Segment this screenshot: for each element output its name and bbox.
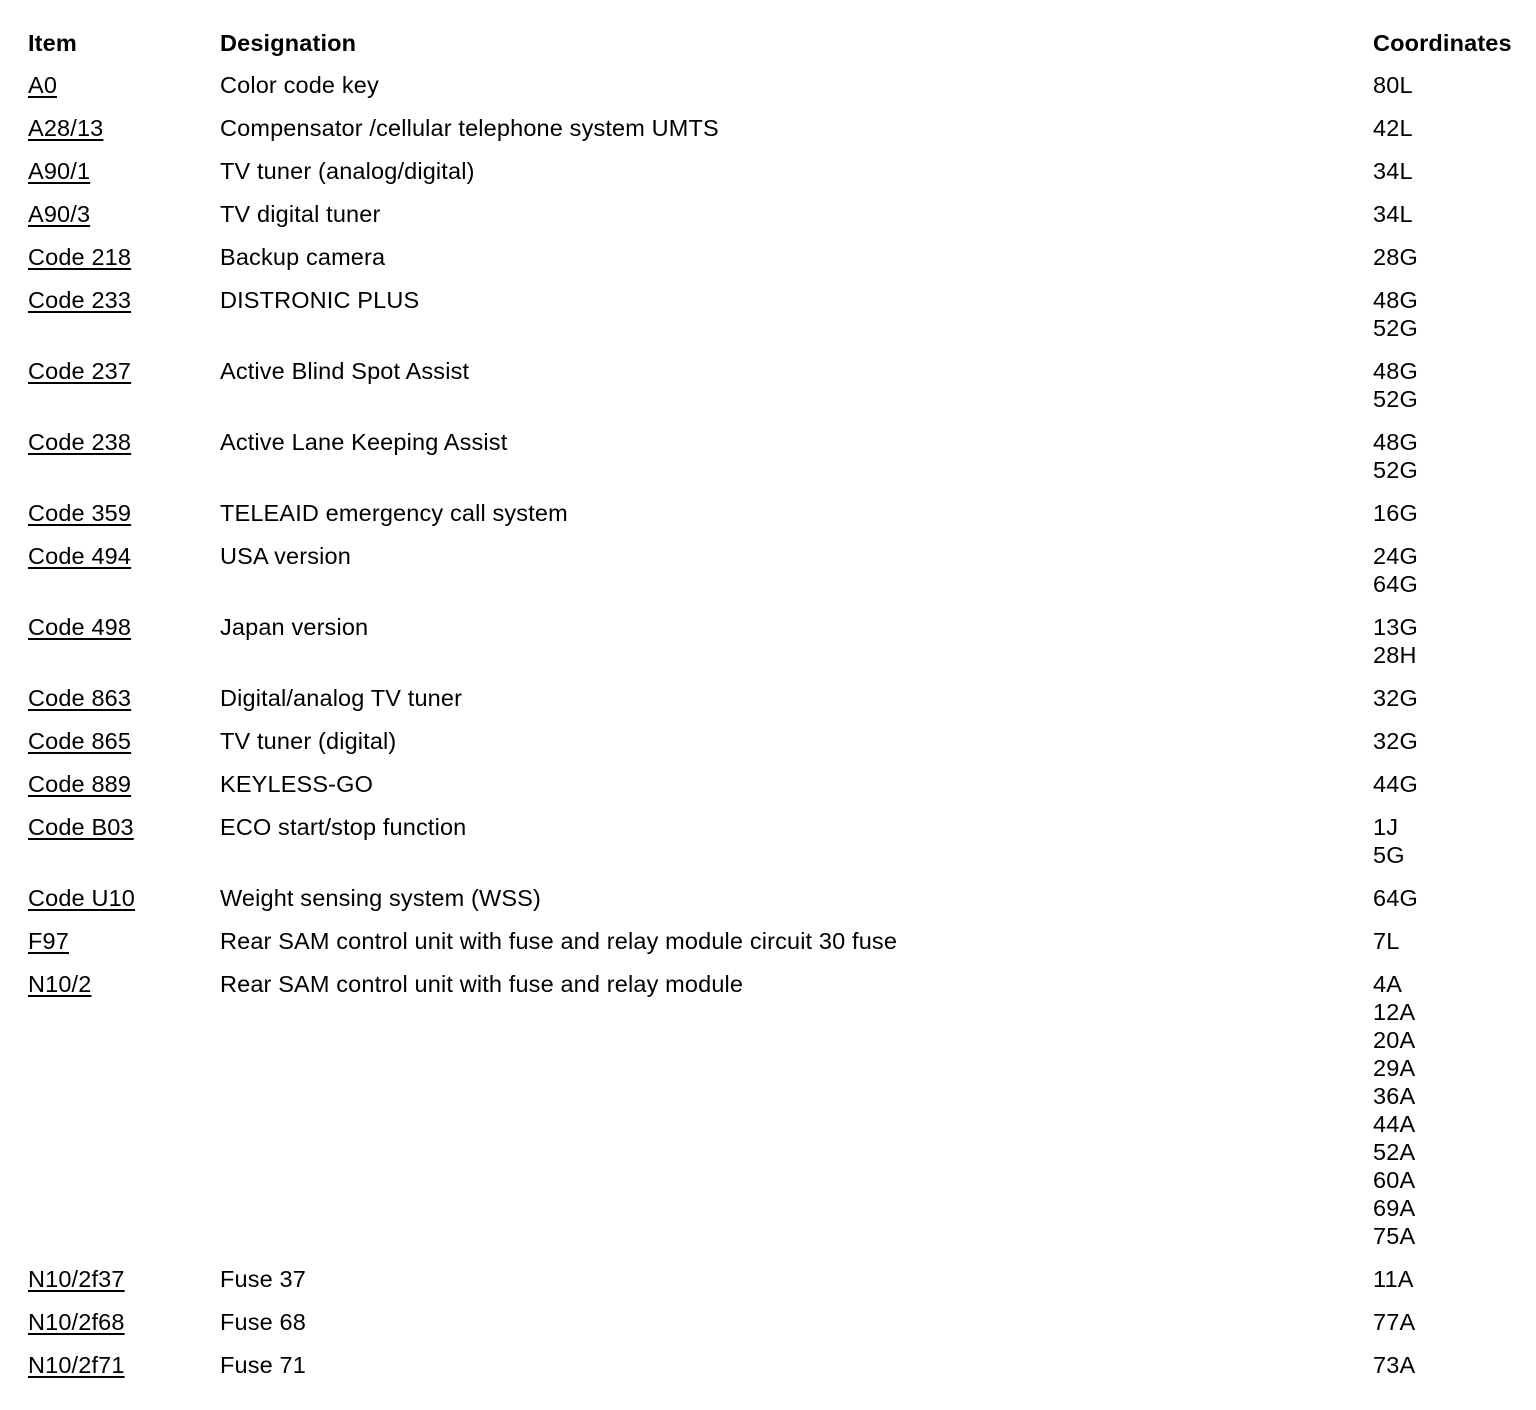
item-cell — [28, 428, 220, 484]
coordinate-value: 73A — [1373, 1351, 1416, 1378]
item-cell — [28, 970, 220, 1250]
designation-cell: Fuse 37 — [220, 1265, 306, 1292]
coordinates-cell — [1373, 357, 1536, 413]
coordinate-value: 75A — [1373, 1222, 1416, 1249]
coordinates-cell — [1373, 927, 1536, 955]
item-cell — [28, 114, 220, 142]
coordinates-cell — [1373, 286, 1536, 342]
item-cell — [28, 727, 220, 755]
table-row — [28, 106, 1536, 149]
table-row — [28, 349, 1536, 420]
designation-cell: USA version — [220, 542, 351, 569]
item-link[interactable]: N10/2f68 — [28, 1308, 125, 1335]
coordinate-value: 52G — [1373, 456, 1418, 483]
coordinate-value: 5G — [1373, 841, 1405, 868]
coordinates-cell — [1373, 200, 1536, 228]
coordinate-value: 52A — [1373, 1138, 1416, 1165]
item-link[interactable]: Code 889 — [28, 770, 132, 797]
designation-cell: Japan version — [220, 613, 369, 640]
coordinate-value: 48G — [1373, 357, 1418, 384]
table-row — [28, 278, 1536, 349]
designation-cell: Fuse 71 — [220, 1351, 306, 1378]
item-link[interactable]: Code 498 — [28, 613, 132, 640]
table-row — [28, 1257, 1536, 1300]
coordinate-value: 13G — [1373, 613, 1418, 640]
coordinates-cell — [1373, 1351, 1536, 1379]
designation-cell: TV digital tuner — [220, 200, 381, 227]
designation-cell: TV tuner (digital) — [220, 727, 397, 754]
coordinate-value: 48G — [1373, 428, 1418, 455]
coordinate-value: 24G — [1373, 542, 1418, 569]
item-cell — [28, 200, 220, 228]
designation-cell: Backup camera — [220, 243, 386, 270]
item-cell — [28, 927, 220, 955]
header-item: Item — [28, 30, 77, 56]
table-row — [28, 605, 1536, 676]
coordinates-cell — [1373, 813, 1536, 869]
coordinate-value: 1J — [1373, 813, 1399, 840]
item-link[interactable]: Code B03 — [28, 813, 134, 840]
table-header — [28, 24, 1536, 63]
item-link[interactable]: Code U10 — [28, 884, 136, 911]
coordinate-value: 36A — [1373, 1082, 1416, 1109]
designation-cell: Active Lane Keeping Assist — [220, 428, 508, 455]
coordinate-value: 44A — [1373, 1110, 1416, 1137]
item-cell — [28, 71, 220, 99]
coordinate-value: 32G — [1373, 727, 1418, 754]
designation-cell: Compensator /cellular telephone system UMTS — [220, 114, 719, 141]
item-link[interactable]: A90/1 — [28, 157, 91, 184]
table-row — [28, 676, 1536, 719]
designation-cell: Digital/analog TV tuner — [220, 684, 463, 711]
item-link[interactable]: A0 — [28, 71, 58, 98]
coordinate-value: 52G — [1373, 314, 1418, 341]
item-link[interactable]: N10/2 — [28, 970, 92, 997]
item-link[interactable]: Code 863 — [28, 684, 132, 711]
table-row — [28, 1300, 1536, 1343]
coordinate-value: 7L — [1373, 927, 1400, 954]
item-cell — [28, 542, 220, 598]
coordinate-value: 12A — [1373, 998, 1416, 1025]
coordinate-value: 28G — [1373, 243, 1418, 270]
table-row — [28, 962, 1536, 1257]
designation-cell: Color code key — [220, 71, 379, 98]
header-designation: Designation — [220, 30, 357, 56]
coordinates-cell — [1373, 727, 1536, 755]
item-link[interactable]: Code 237 — [28, 357, 132, 384]
item-cell — [28, 813, 220, 869]
coordinates-cell — [1373, 542, 1536, 598]
designation-cell: KEYLESS-GO — [220, 770, 373, 797]
coordinates-cell — [1373, 157, 1536, 185]
designation-cell: Active Blind Spot Assist — [220, 357, 470, 384]
coordinate-value: 80L — [1373, 71, 1413, 98]
coordinate-value: 44G — [1373, 770, 1418, 797]
item-cell — [28, 1308, 220, 1336]
table-row — [28, 805, 1536, 876]
table-row — [28, 762, 1536, 805]
table-row — [28, 420, 1536, 491]
table-row — [28, 1343, 1536, 1386]
item-link[interactable]: Code 865 — [28, 727, 132, 754]
table-row — [28, 63, 1536, 106]
designation-cell: Weight sensing system (WSS) — [220, 884, 541, 911]
table-row — [28, 235, 1536, 278]
coordinate-value: 29A — [1373, 1054, 1416, 1081]
designation-cell: ECO start/stop function — [220, 813, 467, 840]
coordinates-cell — [1373, 71, 1536, 99]
table-row — [28, 919, 1536, 962]
table-row — [28, 719, 1536, 762]
coordinate-value: 60A — [1373, 1166, 1416, 1193]
coordinates-cell — [1373, 499, 1536, 527]
coordinate-value: 4A — [1373, 970, 1403, 997]
item-cell — [28, 499, 220, 527]
coordinate-value: 69A — [1373, 1194, 1416, 1221]
item-cell — [28, 1265, 220, 1293]
coordinate-value: 52G — [1373, 385, 1418, 412]
item-link[interactable]: Code 233 — [28, 286, 132, 313]
item-link[interactable]: N10/2f37 — [28, 1265, 125, 1292]
item-cell — [28, 884, 220, 912]
designation-cell: TELEAID emergency call system — [220, 499, 568, 526]
coordinates-cell — [1373, 884, 1536, 912]
designation-cell: Fuse 68 — [220, 1308, 306, 1335]
designation-cell: DISTRONIC PLUS — [220, 286, 420, 313]
designation-cell: Rear SAM control unit with fuse and relay module circuit 30 fuse — [220, 927, 898, 954]
coordinate-value: 48G — [1373, 286, 1418, 313]
coordinate-value: 42L — [1373, 114, 1413, 141]
item-link[interactable]: Code 238 — [28, 428, 132, 455]
item-cell — [28, 157, 220, 185]
item-link[interactable]: Code 218 — [28, 243, 132, 270]
item-cell — [28, 613, 220, 669]
item-link[interactable]: A28/13 — [28, 114, 104, 141]
coordinate-value: 77A — [1373, 1308, 1416, 1335]
table-row — [28, 491, 1536, 534]
item-cell — [28, 1351, 220, 1379]
item-link[interactable]: A90/3 — [28, 200, 91, 227]
coordinates-cell — [1373, 243, 1536, 271]
coordinates-cell — [1373, 970, 1536, 1250]
table-body — [28, 63, 1536, 1386]
item-cell — [28, 243, 220, 271]
coordinate-value: 64G — [1373, 884, 1418, 911]
coordinate-value: 34L — [1373, 200, 1413, 227]
coordinates-cell — [1373, 114, 1536, 142]
coordinates-cell — [1373, 1308, 1536, 1336]
item-link[interactable]: N10/2f71 — [28, 1351, 125, 1378]
coordinates-cell — [1373, 770, 1536, 798]
designation-cell: TV tuner (analog/digital) — [220, 157, 475, 184]
item-cell — [28, 770, 220, 798]
table-row — [28, 876, 1536, 919]
coordinate-value: 28H — [1373, 641, 1417, 668]
item-cell — [28, 286, 220, 342]
coordinates-cell — [1373, 684, 1536, 712]
coordinates-cell — [1373, 613, 1536, 669]
table-row — [28, 149, 1536, 192]
designation-cell: Rear SAM control unit with fuse and relay module — [220, 970, 744, 997]
coordinate-value: 20A — [1373, 1026, 1416, 1053]
item-cell — [28, 684, 220, 712]
coordinate-value: 32G — [1373, 684, 1418, 711]
item-link[interactable]: Code 494 — [28, 542, 132, 569]
item-link[interactable]: Code 359 — [28, 499, 132, 526]
coordinates-cell — [1373, 1265, 1536, 1293]
coordinate-value: 64G — [1373, 570, 1418, 597]
coordinate-value: 16G — [1373, 499, 1418, 526]
coordinate-value: 11A — [1373, 1265, 1414, 1292]
coordinates-cell — [1373, 428, 1536, 484]
header-coordinates: Coordinates — [1373, 30, 1512, 56]
item-link[interactable]: F97 — [28, 927, 69, 954]
item-cell — [28, 357, 220, 413]
table-row — [28, 534, 1536, 605]
coordinate-value: 34L — [1373, 157, 1413, 184]
component-legend-table — [28, 24, 1536, 1386]
table-row — [28, 192, 1536, 235]
